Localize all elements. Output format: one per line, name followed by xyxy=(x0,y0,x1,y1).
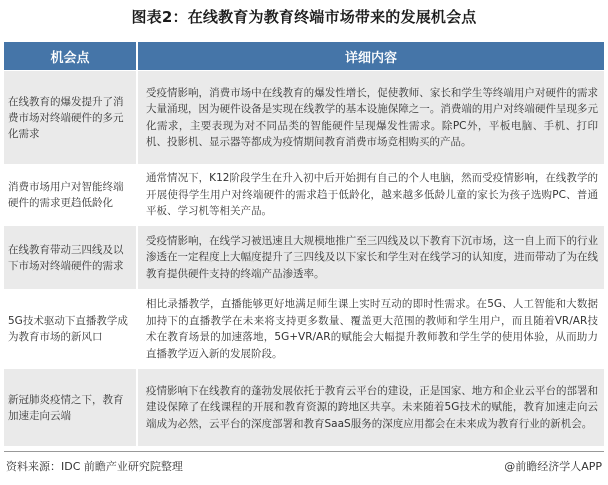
page-title: 图表2：在线教育为教育终端市场带来的发展机会点 xyxy=(131,8,477,26)
row-detail: 相比录播教学，直播能够更好地满足师生课上实时互动的即时性需求。在5G、人工智能和大数据加持下的直播教学在未来将支持更多数量、覆盖更大范围的教师和学生用户，而且随着VR/AR技术在教育场景的加速落地，5G+VR/AR的赋能会大幅提升教师教和学生学的使用体验，从而助力直播教学迈入新的发展阶段。 xyxy=(136,290,604,368)
source-note: 资料来源：IDC 前瞻产业研究院整理 xyxy=(6,460,183,473)
row-detail: 通常情况下，K12阶段学生在升入初中后开始拥有自己的个人电脑，然而受疫情影响，在线教学的开展使得学生用户对终端硬件的需求趋于低龄化，越来越多低龄儿童的家长为孩子选购PC、普通平板、学习机等相关产品。 xyxy=(136,165,604,225)
header-opportunity: 机会点 xyxy=(50,50,90,66)
row-point: 新冠肺炎疫情之下，教育加速走向云端 xyxy=(8,393,124,422)
row-detail: 受疫情影响，消费市场中在线教育的爆发性增长，促使教师、家长和学生等终端用户对硬件的需求大量涌现，因为硬件设备是实现在线教学的基本设施保障之一。消费端的用户对终端硬件呈现多元化需求，主要表现为对不同品类的智能硬件呈现爆发性需求。除PC外，平板电脑、手机、打印机、投影机、显示器等都成为疫情期间教育消费市场竞相购买的产品。 xyxy=(136,71,604,164)
row-point: 在线教育的爆发提升了消费市场对终端硬件的多元化需求 xyxy=(8,95,124,140)
header-details: 详细内容 xyxy=(136,42,604,70)
table-row xyxy=(4,225,604,289)
table-header xyxy=(4,42,604,70)
table-row xyxy=(4,164,604,225)
table-row xyxy=(4,289,604,368)
row-detail: 受疫情影响，在线学习被迅速且大规模地推广至三四线及以下教育下沉市场，这一自上而下的行业渗透在一定程度上大幅度提升了三四线及以下家长和学生对在线学习的认知度，进而带动了为在线教育提供硬件支持的终端产品渗透率。 xyxy=(136,226,604,289)
opportunity-table xyxy=(4,42,604,446)
row-point: 在线教育带动三四线及以下市场对终端硬件的需求 xyxy=(8,243,124,272)
brand-credit xyxy=(504,458,602,474)
row-point: 5G技术驱动下直播教学成为教育市场的新风口 xyxy=(8,315,128,343)
row-detail: 疫情影响下在线教育的蓬勃发展依托于教育云平台的建设，正是国家、地方和企业云平台的部署和建设保障了在线课程的开展和教育资源的跨地区共享。未来随着5G技术的赋能，教育加速走向云端成为必然，云平台的深度部署和教育SaaS服务的深度应用都会在未来成为教育行业的新机会。 xyxy=(136,369,604,446)
row-point: 消费市场用户对智能终端硬件的需求更趋低龄化 xyxy=(8,181,124,209)
brand-text: @前瞻经济学人APP xyxy=(504,460,602,473)
table-row xyxy=(4,368,604,446)
footer-divider xyxy=(4,451,604,452)
table-row xyxy=(4,70,604,164)
